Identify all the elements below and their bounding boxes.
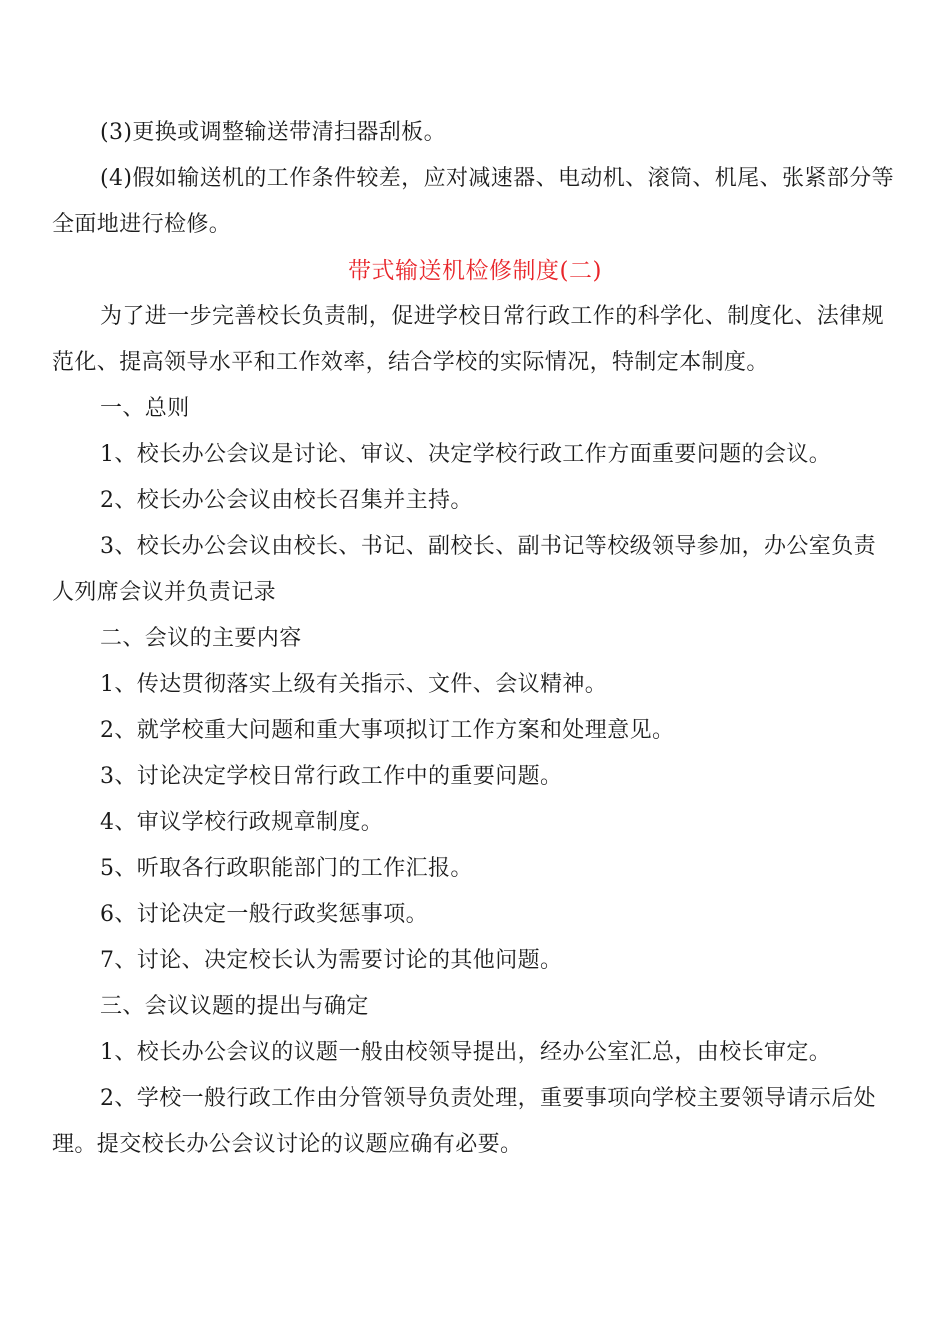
paragraph-agenda-2: 2、学校一般行政工作由分管领导负责处理，重要事项向学校主要领导请示后处理。提交校长办公会议讨论的议题应确有必要。 (52, 1086, 876, 1157)
paragraph-content-4: 4、审议学校行政规章制度。 (100, 810, 384, 835)
paragraph-intro: 为了进一步完善校长负责制，促进学校日常行政工作的科学化、制度化、法律规范化、提高领导水平和工作效率，结合学校的实际情况，特制定本制度。 (52, 304, 885, 375)
paragraph-general-2: 2、校长办公会议由校长召集并主持。 (100, 488, 473, 513)
paragraph-content-6: 6、讨论决定一般行政奖惩事项。 (100, 902, 428, 927)
paragraph-agenda-1: 1、校长办公会议的议题一般由校领导提出，经办公室汇总，由校长审定。 (100, 1040, 832, 1065)
paragraph-general-1: 1、校长办公会议是讨论、审议、决定学校行政工作方面重要问题的会议。 (100, 442, 832, 467)
heading-main-content: 二、会议的主要内容 (100, 626, 302, 651)
paragraph-pre-1: (3)更换或调整输送带清扫器刮板。 (100, 120, 446, 145)
paragraph-general-3: 3、校长办公会议由校长、书记、副校长、副书记等校级领导参加，办公室负责人列席会议并负责记录 (52, 534, 876, 605)
paragraph-content-1: 1、传达贯彻落实上级有关指示、文件、会议精神。 (100, 672, 608, 697)
paragraph-content-2: 2、就学校重大问题和重大事项拟订工作方案和处理意见。 (100, 718, 675, 743)
document-page (52, 110, 898, 1168)
paragraph-content-3: 3、讨论决定学校日常行政工作中的重要问题。 (100, 764, 563, 789)
section-title: 带式输送机检修制度(二) (348, 258, 602, 284)
heading-general: 一、总则 (100, 396, 190, 421)
paragraph-pre-2: (4)假如输送机的工作条件较差，应对减速器、电动机、滚筒、机尾、张紧部分等全面地进行检修。 (52, 166, 894, 237)
heading-agenda: 三、会议议题的提出与确定 (100, 994, 369, 1019)
paragraph-content-7: 7、讨论、决定校长认为需要讨论的其他问题。 (100, 948, 563, 973)
paragraph-content-5: 5、听取各行政职能部门的工作汇报。 (100, 856, 473, 881)
